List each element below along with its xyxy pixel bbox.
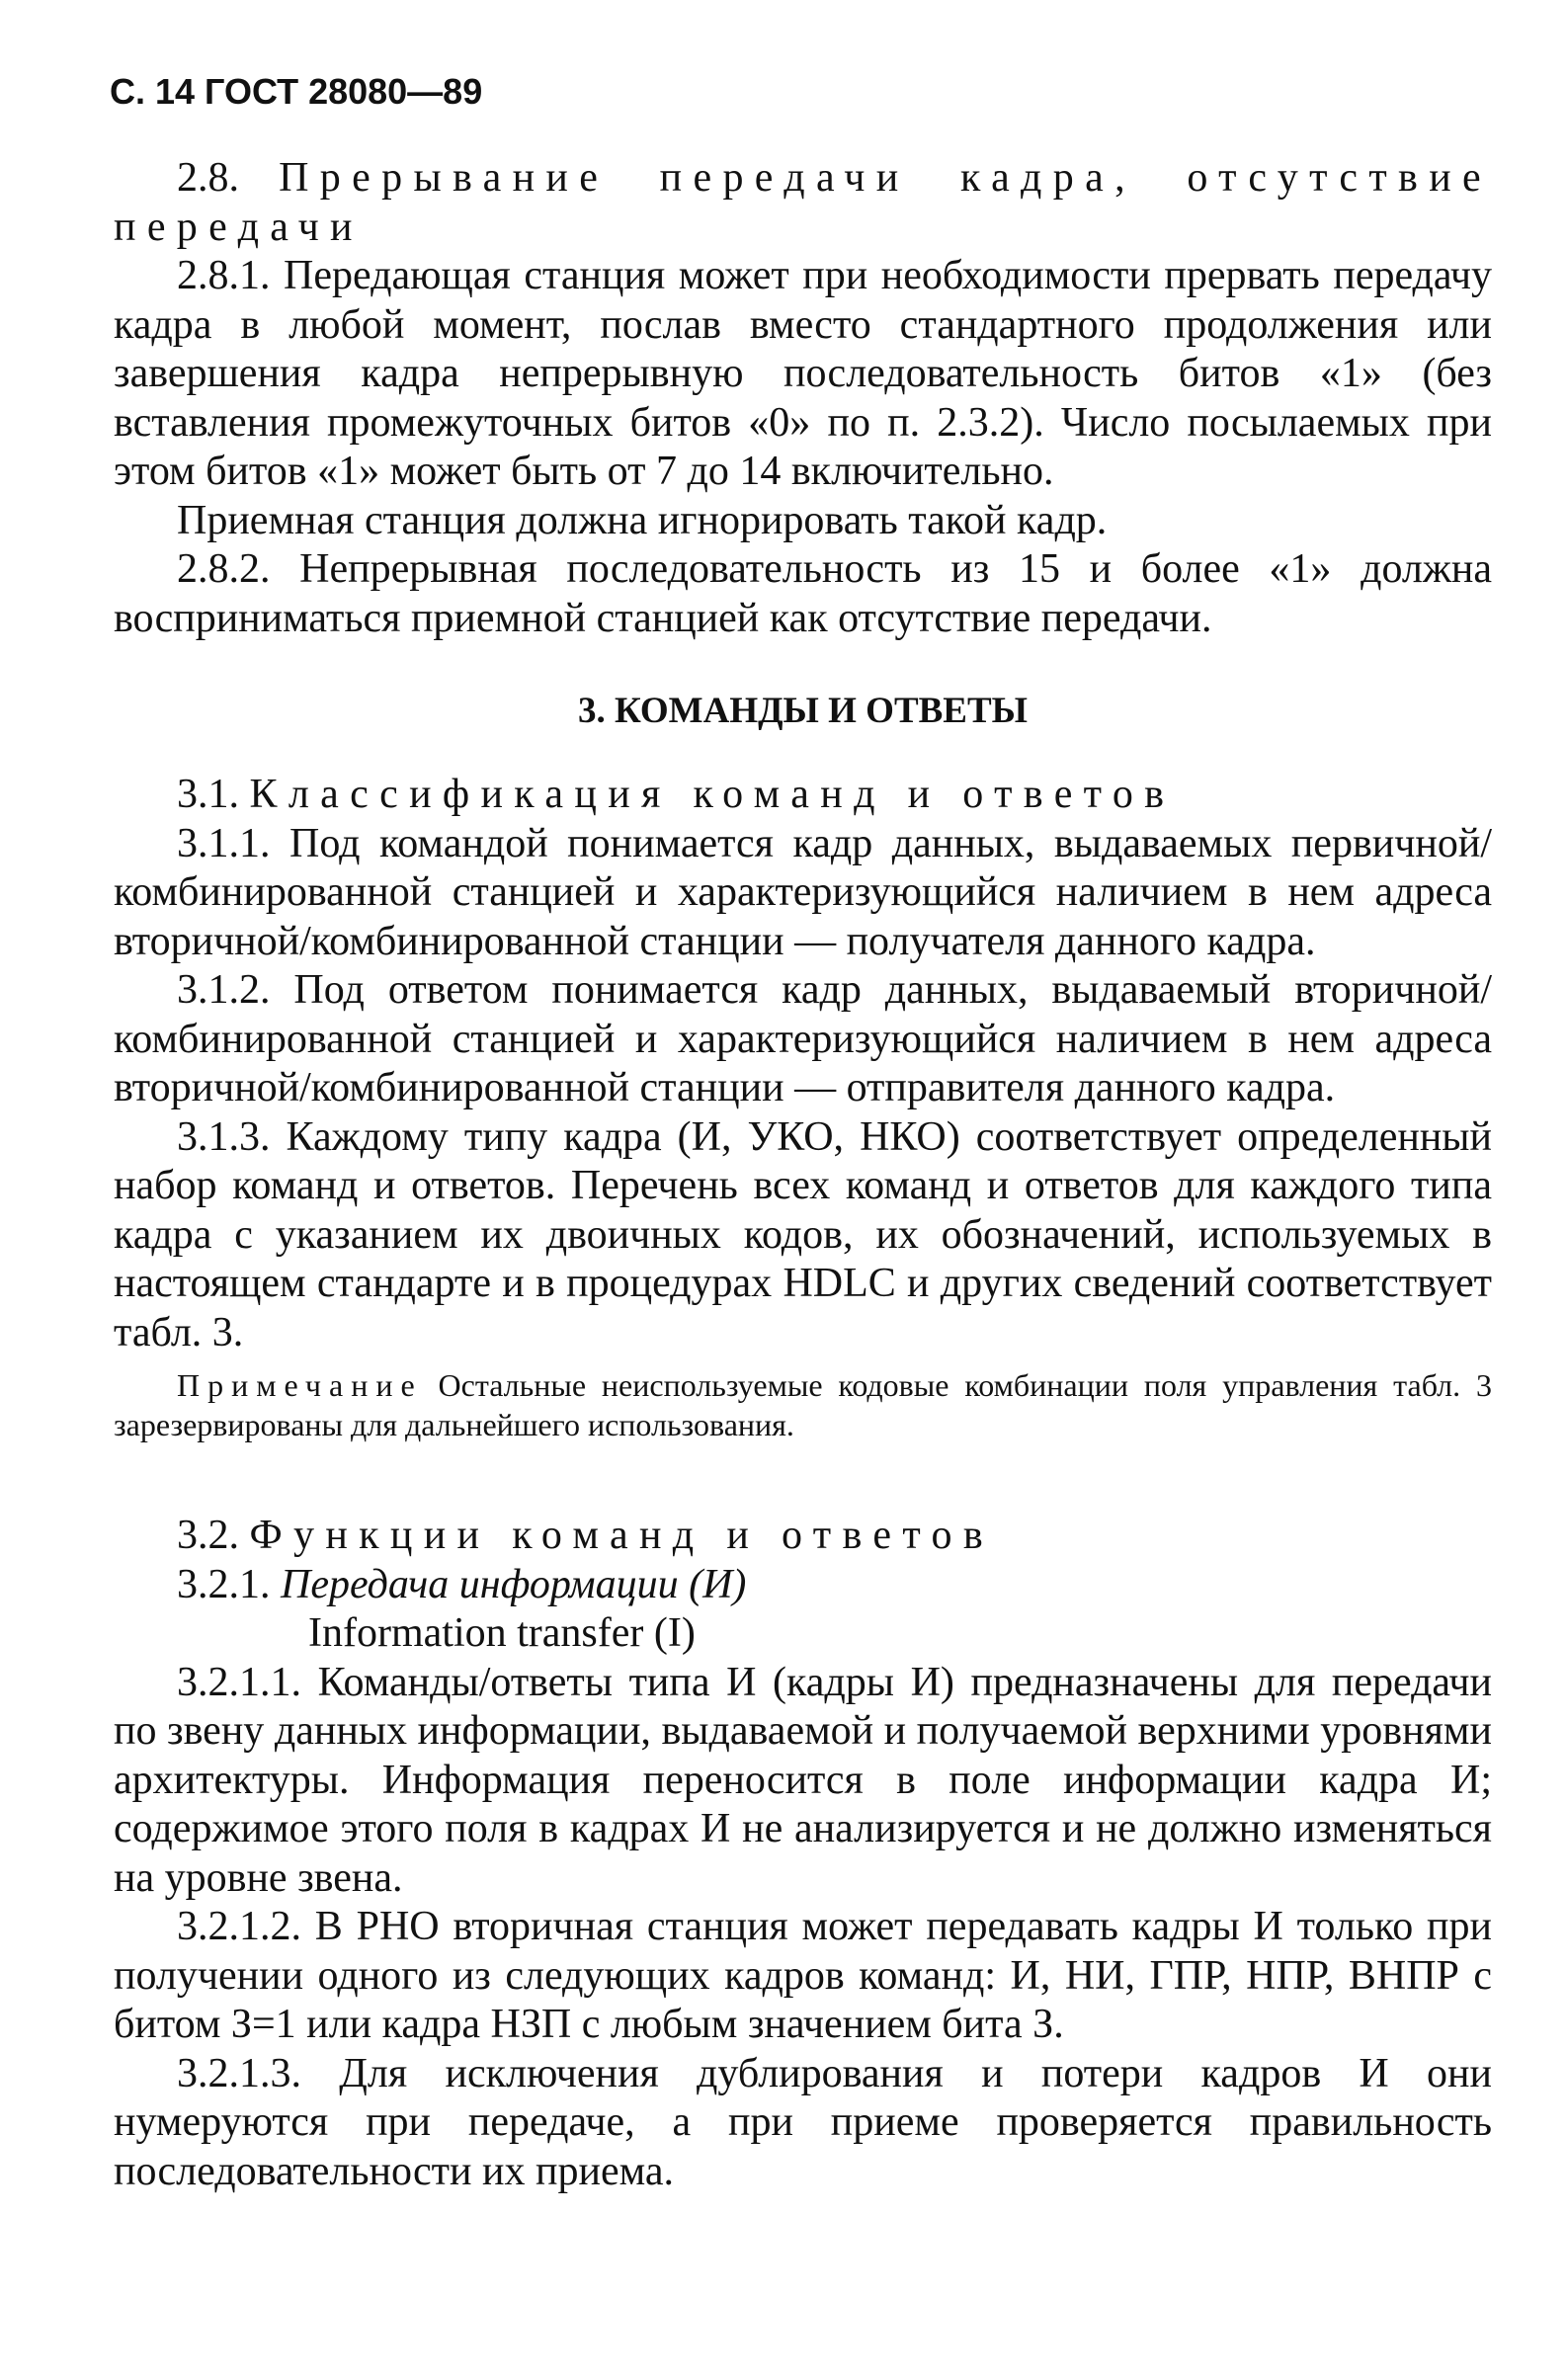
paragraph-3-1-3: 3.1.3. Каждому типу кадра (И, УКО, НКО) соответствует определенный набор команд и ответов. Перечень всех команд и ответов для каждого типа кадра с указанием их двоичных кодов, их обозначений, используемых в настоящем стандарте и в процедурах HDLC и других сведений соответствует табл. 3. [114,1113,1492,1355]
spacer [114,1444,1492,1512]
section-2-8-number: 2.8. [177,155,239,201]
text-column [110,69,1493,2196]
section-3-2-title [114,1512,1492,1561]
section-3-2-1-number: 3.2.1. [177,1561,271,1607]
section-2-8-title [114,154,1492,252]
paragraph-2-8-2: 2.8.2. Непрерывная последовательность из 15 и более «1» должна восприниматься приемной станцией как отсутствие передачи. [114,546,1492,641]
paragraph-3-1-1: 3.1.1. Под командой понимается кадр данных, выдаваемых первичной/комбинированной станцией и характеризующийся наличием в нем адреса вторичной/комбинированной станции — получателя данного кадра. [114,820,1492,964]
section-3-2-1-english-title: Information transfer (I) [308,1610,696,1656]
section-2-8-title-text: Прерывание передачи кадра, отсутствие передачи [114,155,1492,250]
page-header: С. 14 ГОСТ 28080—89 [110,71,483,112]
section-3-2-1-title [114,1561,1492,1610]
note-label: Примечание [177,1367,423,1403]
paragraph-2-8-1: 2.8.1. Передающая станция может при необходимости прервать передачу кадра в любой момент, послав вместо стандартного продолжения или завершения кадра непрерывную последовательность битов «1» (без вставления промежуточных битов «0» по п. 2.3.2). Число посылаемых при этом битов «1» может быть от 7 до 14 включительно. [114,253,1492,494]
section-3-heading: 3. КОМАНДЫ И ОТВЕТЫ [577,691,1028,731]
note [114,1365,1492,1444]
section-3-2-number: 3.2. [177,1513,239,1558]
section-3-1-number: 3.1. [177,772,239,817]
section-3-1-title-text: Классификация команд и ответов [249,772,1176,817]
paragraph-2-8-1-continued: Приемная станция должна игнорировать такой кадр. [177,497,1108,543]
section-3-2-1-title-text: Передача информации (И) [281,1561,747,1607]
paragraph-3-2-1-2: 3.2.1.2. В РНО вторичная станция может передавать кадры И только при получении одного из следующих кадров команд: И, НИ, ГПР, НПР, ВНПР с битом З=1 или кадра НЗП с любым значением бита З. [114,1904,1492,2047]
paragraph-3-2-1-3: 3.2.1.3. Для исключения дублирования и потери кадров И они нумеруются при передаче, а при приеме проверяется правильность последовательности их приема. [114,2050,1492,2194]
section-3-1-title [114,771,1492,820]
section-3-2-title-text: Функции команд и ответов [249,1513,995,1558]
note-text: Остальные неиспользуемые кодовые комбинации поля управления табл. 3 зарезервированы для дальнейшего использования. [114,1367,1493,1442]
paragraph-3-2-1-1: 3.2.1.1. Команды/ответы типа И (кадры И) предназначены для передачи по звену данных информации, выдаваемой и получаемой верхними уровнями архитектуры. Информация переносится в поле информации кадра И; содержимое этого поля в кадрах И не анализируется и не должно изменяться на уровне звена. [114,1659,1492,1901]
paragraph-3-1-2: 3.1.2. Под ответом понимается кадр данных, выдаваемый вторичной/комбинированной станцией и характеризующийся наличием в нем адреса вторичной/комбинированной станции — отправителя данного кадра. [114,967,1492,1110]
